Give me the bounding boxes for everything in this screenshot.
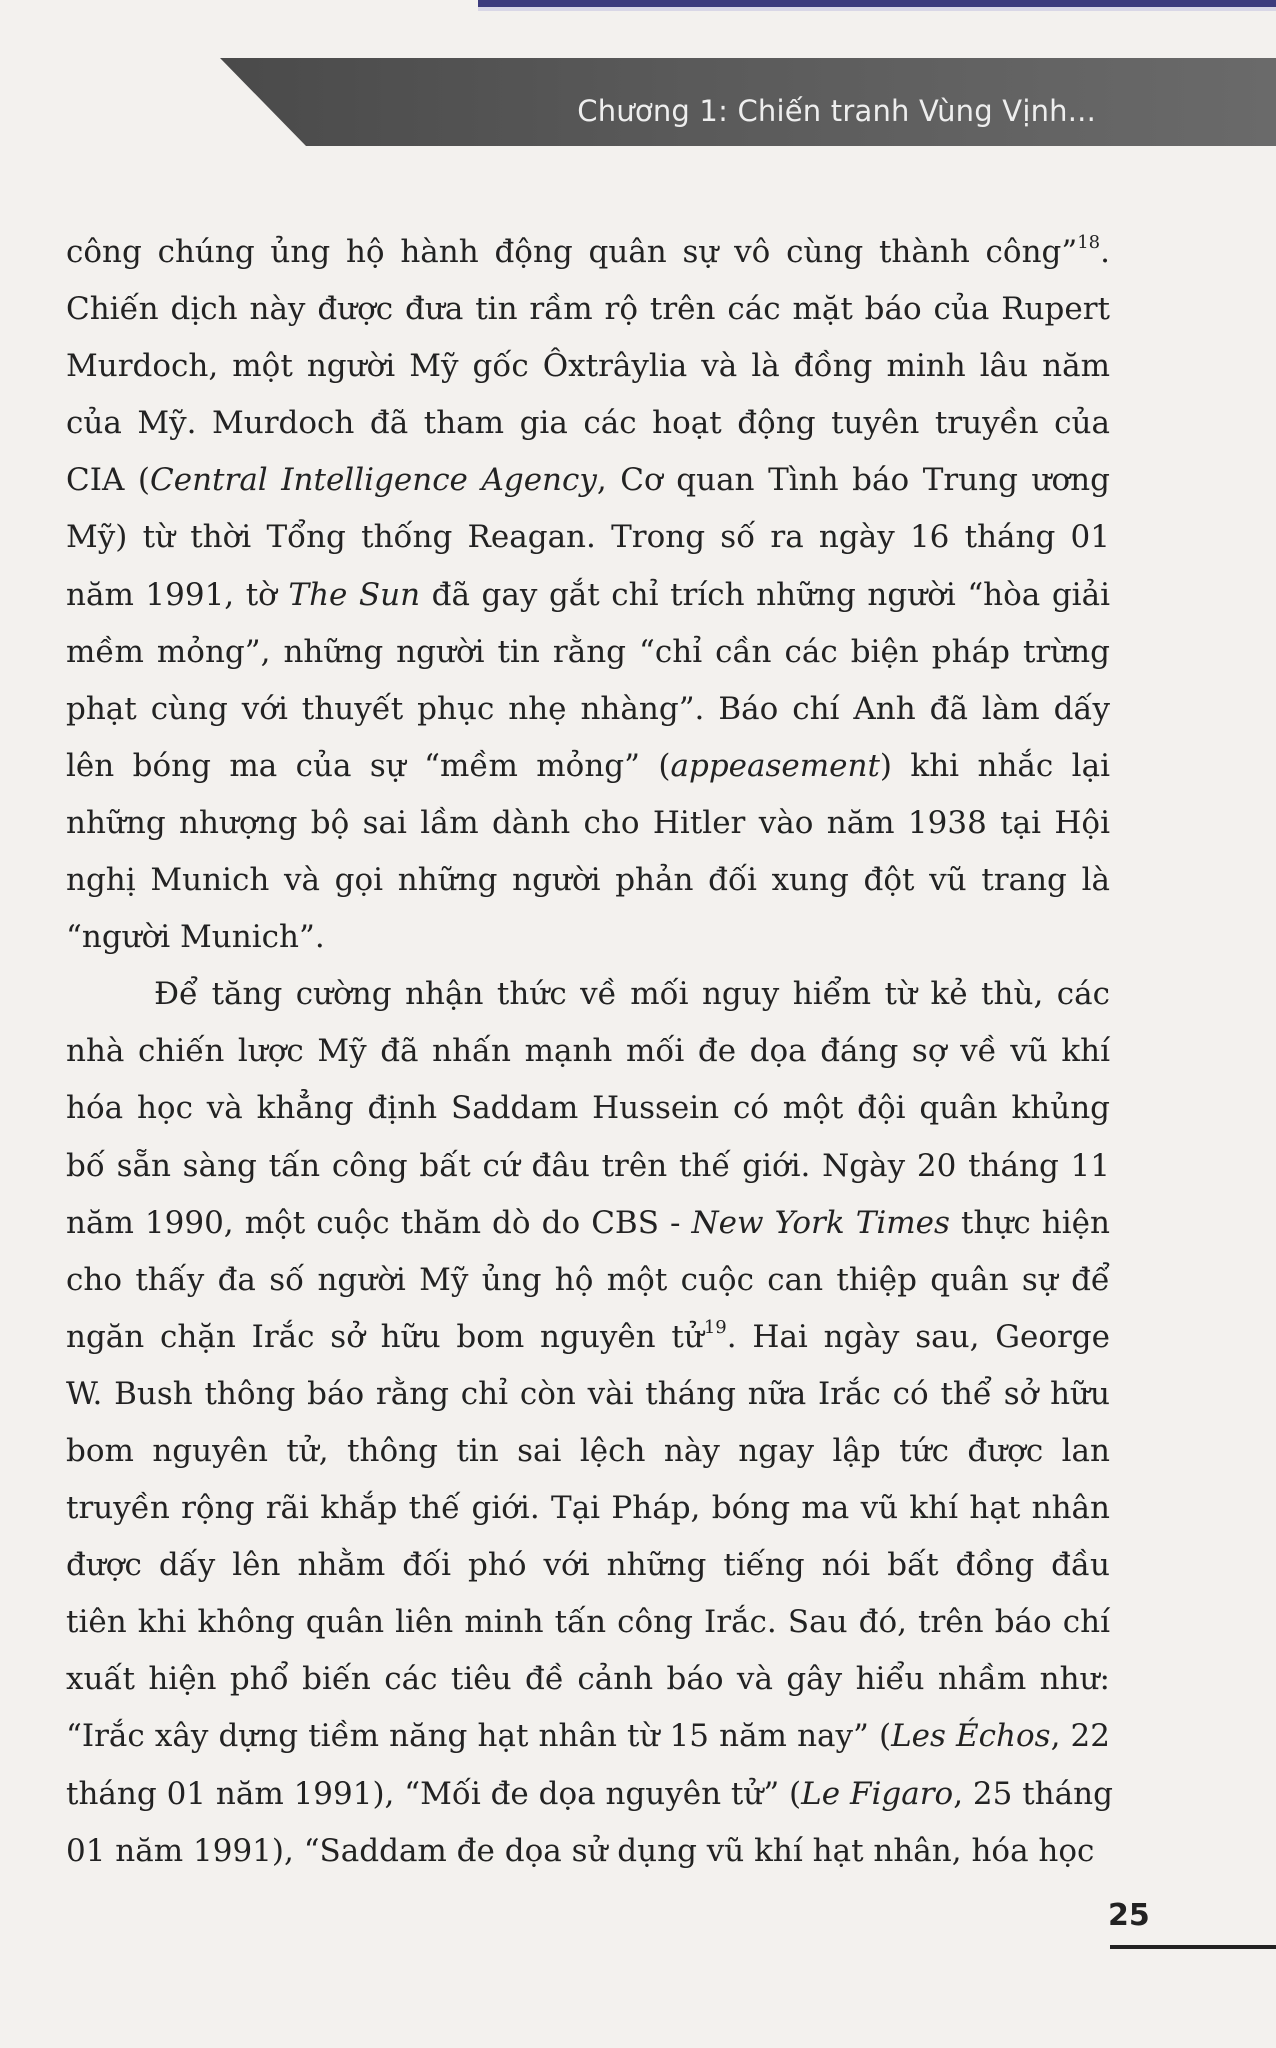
text-line [66, 909, 1110, 966]
italic-segment: Le Figaro [801, 1775, 954, 1812]
page-number-rule [1110, 1945, 1276, 1949]
text-line [66, 509, 1110, 566]
italic-segment: appeasement [670, 747, 880, 784]
text-line [66, 567, 1110, 624]
text-segment: W. Bush thông báo rằng chỉ còn vài tháng nữa Irắc có thể sở hữu [66, 1375, 1110, 1412]
text-line [66, 852, 1110, 909]
text-line [66, 281, 1110, 338]
italic-segment: Les Échos [891, 1718, 1051, 1755]
text-segment: Để tăng cường nhận thức về mối nguy hiểm từ kẻ thù, các [154, 976, 1110, 1013]
text-line [66, 1080, 1110, 1137]
text-segment: những nhượng bộ sai lầm dành cho Hitler vào năm 1938 tại Hội [66, 804, 1110, 841]
text-segment: xuất hiện phổ biến các tiêu đề cảnh báo và gây hiểu nhầm như: [66, 1661, 1110, 1698]
text-segment: phạt cùng với thuyết phục nhẹ nhàng”. Báo chí Anh đã làm dấy [66, 690, 1110, 727]
text-line [66, 1708, 1110, 1765]
text-line [66, 1651, 1110, 1708]
text-segment: CIA ( [66, 462, 151, 499]
text-line [66, 1366, 1110, 1423]
text-segment: 01 năm 1991), “Saddam đe dọa sử dụng vũ khí hạt nhân, hóa học [66, 1832, 1095, 1869]
text-line [66, 681, 1110, 738]
text-line [66, 1594, 1110, 1651]
text-line [66, 795, 1110, 852]
italic-segment: Central Intelligence Agency [150, 462, 597, 499]
text-segment: thực hiện [949, 1204, 1110, 1241]
text-segment: Mỹ) từ thời Tổng thống Reagan. Trong số ra ngày 16 tháng 01 [66, 519, 1110, 556]
text-line [66, 1195, 1110, 1252]
text-segment: nhà chiến lược Mỹ đã nhấn mạnh mối đe dọa đáng sợ về vũ khí [66, 1033, 1110, 1070]
footnote-marker[interactable]: 19 [703, 1316, 727, 1338]
text-segment: , 22 [1050, 1718, 1110, 1755]
text-segment: công chúng ủng hộ hành động quân sự vô cùng thành công” [66, 234, 1078, 270]
text-segment: năm 1991, tờ [66, 576, 289, 613]
text-line [66, 1309, 1110, 1366]
text-segment: của Mỹ. Murdoch đã tham gia các hoạt động tuyên truyền của [66, 405, 1110, 442]
footnote-marker[interactable]: 18 [1077, 232, 1101, 253]
top-accent-shadow [478, 7, 1276, 11]
text-line [66, 1023, 1110, 1080]
text-line [66, 966, 1110, 1023]
text-line [66, 1480, 1110, 1537]
text-segment: truyền rộng rãi khắp thế giới. Tại Pháp, bóng ma vũ khí hạt nhân [66, 1490, 1110, 1527]
page-number: 25 [1108, 1898, 1150, 1933]
text-segment: ngăn chặn Irắc sở hữu bom nguyên tử [66, 1318, 704, 1355]
text-line [66, 1252, 1110, 1309]
text-segment: ) khi nhắc lại [879, 747, 1110, 784]
text-line [66, 1423, 1110, 1480]
text-segment: , Cơ quan Tình báo Trung ương [596, 462, 1110, 499]
text-line [66, 1823, 1110, 1880]
text-segment: , 25 tháng [953, 1775, 1113, 1812]
text-segment: “Irắc xây dựng tiềm năng hạt nhân từ 15 năm nay” ( [66, 1718, 892, 1755]
text-segment: . [1100, 234, 1110, 270]
text-segment: . Hai ngày sau, George [726, 1318, 1111, 1355]
text-segment: được dấy lên nhằm đối phó với những tiếng nói bất đồng đầu [66, 1547, 1110, 1584]
text-segment: năm 1990, một cuộc thăm dò do CBS - [66, 1204, 692, 1241]
chapter-title: Chương 1: Chiến tranh Vùng Vịnh... [577, 94, 1096, 128]
italic-segment: New York Times [691, 1204, 950, 1241]
text-line [66, 738, 1110, 795]
text-segment: bố sẵn sàng tấn công bất cứ đâu trên thế giới. Ngày 20 tháng 11 [66, 1147, 1110, 1184]
body-text [66, 224, 1113, 1880]
text-segment: mềm mỏng”, những người tin rằng “chỉ cần các biện pháp trừng [66, 633, 1110, 670]
text-segment: lên bóng ma của sự “mềm mỏng” ( [66, 747, 671, 784]
text-segment: đã gay gắt chỉ trích những người “hòa giải [420, 576, 1110, 613]
text-segment: tiên khi không quân liên minh tấn công Irắc. Sau đó, trên báo chí [66, 1604, 1110, 1641]
text-segment: Chiến dịch này được đưa tin rầm rộ trên các mặt báo của Rupert [66, 291, 1110, 328]
text-segment: cho thấy đa số người Mỹ ủng hộ một cuộc can thiệp quân sự để [66, 1261, 1110, 1298]
text-line [66, 1766, 1113, 1823]
text-segment: nghị Munich và gọi những người phản đối xung đột vũ trang là [66, 862, 1110, 899]
text-segment: hóa học và khẳng định Saddam Hussein có một đội quân khủng [66, 1090, 1110, 1127]
text-segment: “người Munich”. [66, 919, 325, 956]
italic-segment: The Sun [288, 576, 421, 613]
text-segment: Murdoch, một người Mỹ gốc Ôxtrâylia và là đồng minh lâu năm [66, 348, 1110, 385]
text-line [66, 338, 1110, 395]
text-line [66, 1537, 1110, 1594]
text-line [66, 452, 1110, 509]
text-line [66, 224, 1110, 281]
top-accent-bar [478, 0, 1276, 7]
text-line [66, 395, 1110, 452]
text-segment: tháng 01 năm 1991), “Mối đe dọa nguyên tử” ( [66, 1775, 802, 1812]
text-segment: bom nguyên tử, thông tin sai lệch này ngay lập tức được lan [66, 1432, 1110, 1469]
text-line [66, 624, 1110, 681]
text-line [66, 1138, 1110, 1195]
